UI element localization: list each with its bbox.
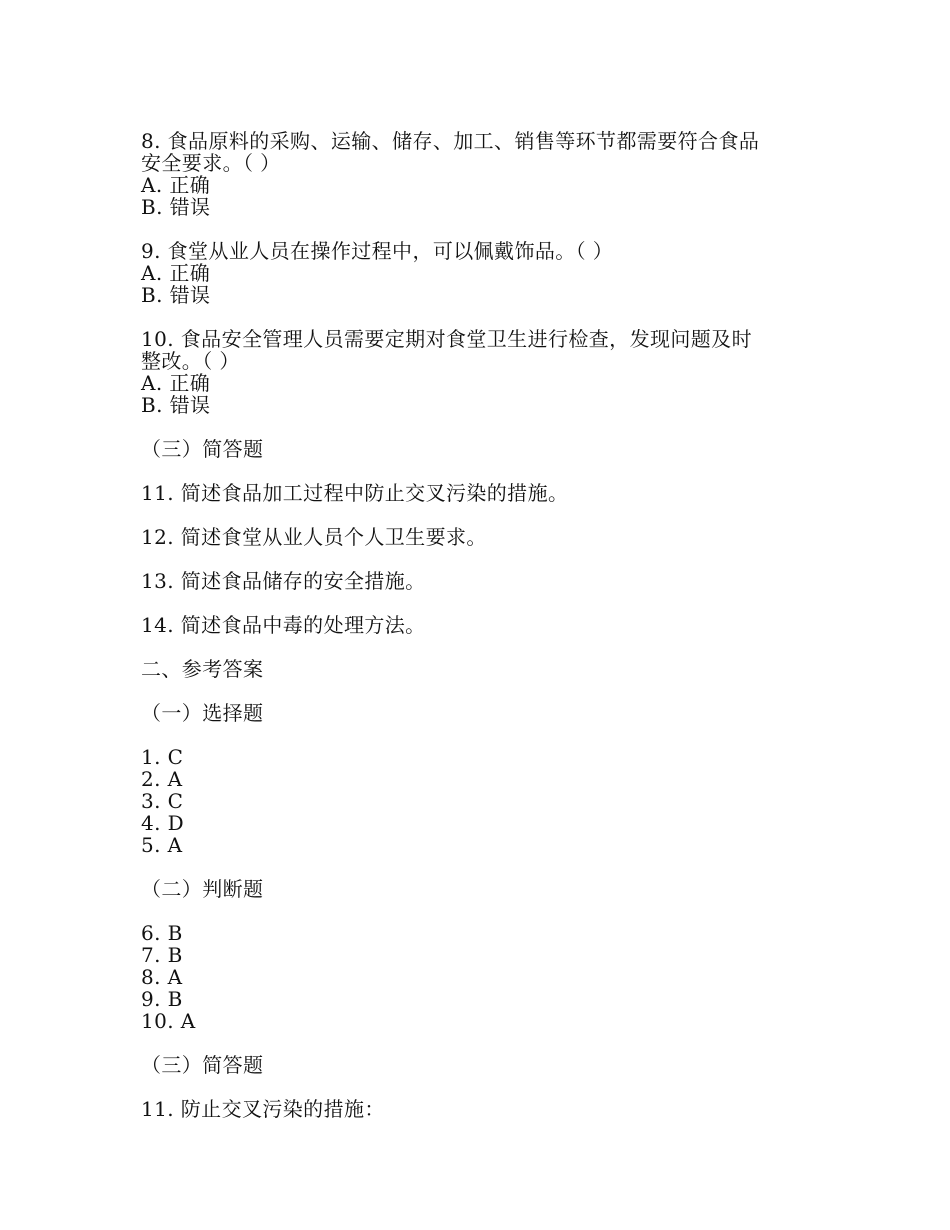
answer-item: 6. B: [141, 921, 183, 945]
question-10-text-line-1: 10. 食品安全管理人员需要定期对食堂卫生进行检查，发现问题及时: [141, 327, 752, 351]
question-8-text-line-2: 安全要求。（ ）: [141, 151, 281, 175]
question-11-text: 11. 简述食品加工过程中防止交叉污染的措施。: [141, 481, 569, 505]
short-answer-11: [141, 1098, 821, 1120]
question-9-option-a: A. 正确: [141, 261, 211, 285]
section-heading-answers: [141, 658, 821, 680]
question-12: [141, 526, 821, 548]
answer-item: 9. B: [141, 987, 183, 1011]
answer-item: 7. B: [141, 943, 183, 967]
short-answer-heading: （三）简答题: [141, 437, 264, 461]
answer-item: 5. A: [141, 833, 183, 857]
judgment-answers-heading: （二）判断题: [141, 877, 264, 901]
section-heading-short-answers: [141, 1054, 821, 1076]
question-14-text: 14. 简述食品中毒的处理方法。: [141, 613, 426, 637]
judgment-answers-list: [141, 922, 821, 1032]
question-13: [141, 570, 821, 592]
answer-item: 1. C: [141, 745, 184, 769]
answer-item: 2. A: [141, 767, 183, 791]
question-10-option-b: B. 错误: [141, 393, 211, 417]
choice-answers-list: [141, 746, 821, 856]
question-8: [141, 130, 821, 218]
answer-item: 8. A: [141, 965, 183, 989]
short-answer-11-title: 11. 防止交叉污染的措施：: [141, 1097, 385, 1121]
short-answers-heading: （三）简答题: [141, 1053, 264, 1077]
section-heading-choice-answers: [141, 702, 821, 724]
question-8-option-b: B. 错误: [141, 195, 211, 219]
question-9: [141, 240, 821, 306]
question-10-option-a: A. 正确: [141, 371, 211, 395]
question-8-text-line-1: 8. 食品原料的采购、运输、储存、加工、销售等环节都需要符合食品: [141, 129, 760, 153]
document-page: [141, 130, 821, 1142]
choice-answers-heading: （一）选择题: [141, 701, 264, 725]
answer-item: 10. A: [141, 1009, 196, 1033]
answers-heading: 二、参考答案: [141, 657, 264, 681]
question-9-text-line-1: 9. 食堂从业人员在操作过程中，可以佩戴饰品。（ ）: [141, 239, 614, 263]
section-heading-short-answer: [141, 438, 821, 460]
answer-item: 3. C: [141, 789, 184, 813]
section-heading-judgment-answers: [141, 878, 821, 900]
question-8-option-a: A. 正确: [141, 173, 211, 197]
answer-item: 4. D: [141, 811, 185, 835]
question-12-text: 12. 简述食堂从业人员个人卫生要求。: [141, 525, 487, 549]
question-10-text-line-2: 整改。（ ）: [141, 349, 240, 373]
question-11: [141, 482, 821, 504]
question-10: [141, 328, 821, 416]
question-9-option-b: B. 错误: [141, 283, 211, 307]
question-13-text: 13. 简述食品储存的安全措施。: [141, 569, 426, 593]
question-14: [141, 614, 821, 636]
